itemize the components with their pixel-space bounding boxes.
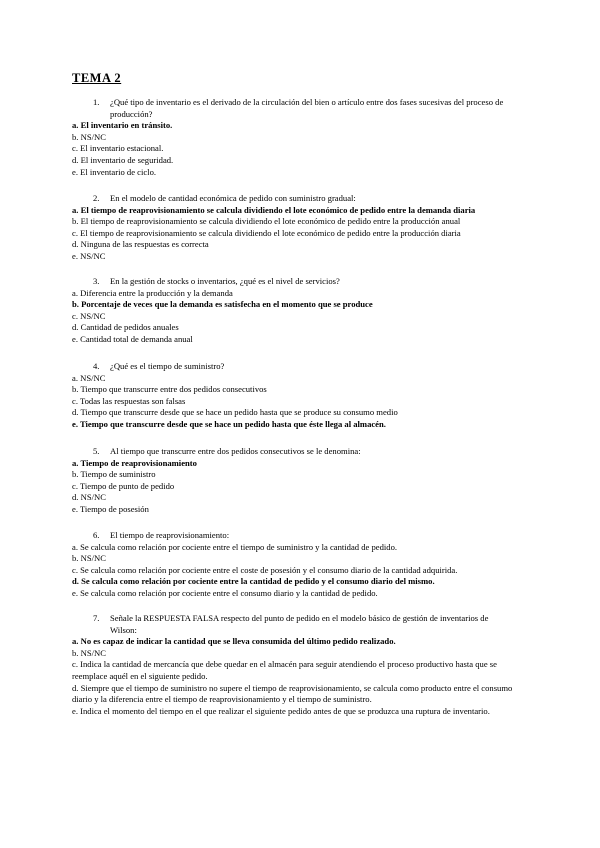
option-b: b. NS/NC — [72, 553, 106, 564]
question-text-cont: producción? — [110, 108, 153, 119]
option-d: d. NS/NC — [72, 492, 106, 503]
question-text: 7. Señale la RESPUESTA FALSA respecto del punto de pedido en el modelo básico de gestión de inventarios de — [93, 613, 489, 623]
option-c: c. Se calcula como relación por cociente entre el coste de posesión y el consumo diario de la cantidad adquirida. — [72, 564, 458, 575]
question-text: 5. Al tiempo que transcurre entre dos pedidos consecutivos se le denomina: — [93, 446, 361, 456]
option-c: c. Tiempo de punto de pedido — [72, 480, 175, 491]
question-text: 6. El tiempo de reaprovisionamiento: — [93, 530, 230, 540]
option-e: e. Se calcula como relación por cociente entre el consumo diario y la cantidad de pedido. — [72, 587, 378, 598]
option-c: c. El inventario estacional. — [72, 143, 164, 154]
option-a: a. Diferencia entre la producción y la demanda — [72, 287, 233, 298]
question-7 — [72, 613, 528, 717]
option-e: e. Tiempo de posesión — [72, 503, 149, 514]
option-b: b. El tiempo de reaprovisionamiento se calcula dividiendo el lote económico de pedido entre la producción anual — [72, 216, 461, 227]
option-d: d. Se calcula como relación por cociente entre la cantidad de pedido y el consumo diario del mismo. — [72, 576, 435, 587]
option-a: a. El tiempo de reaprovisionamiento se calcula dividiendo el lote económico de pedido entre la demanda diaria — [72, 204, 476, 215]
option-b: b. Tiempo que transcurre entre dos pedidos consecutivos — [72, 384, 267, 395]
option-a: a. El inventario en tránsito. — [72, 120, 173, 131]
question-4 — [72, 361, 528, 431]
option-e: e. Tiempo que transcurre desde que se hace un pedido hasta que éste llega al almacén. — [72, 418, 386, 429]
option-d: d. Tiempo que transcurre desde que se hace un pedido hasta que se produce su consumo medio — [72, 407, 398, 418]
option-d: d. Cantidad de pedidos anuales — [72, 322, 179, 333]
question-text: 2. En el modelo de cantidad económica de pedido con suministro gradual: — [93, 193, 356, 203]
option-c: c. NS/NC — [72, 310, 106, 321]
question-6 — [72, 530, 528, 600]
option-b: b. NS/NC — [72, 131, 106, 142]
option-a: a. No es capaz de indicar la cantidad que se lleva consumida del último pedido realizado. — [72, 636, 396, 647]
question-text: 1. ¿Qué tipo de inventario es el derivado de la circulación del bien o artículo entre dos fases sucesivas del proceso de — [93, 97, 504, 107]
question-3 — [72, 276, 528, 346]
option-b: b. Porcentaje de veces que la demanda es satisfecha en el momento que se produce — [72, 299, 373, 310]
option-d: d. Siempre que el tiempo de suministro no supere el tiempo de reaprovisionamiento, se calcula como producto entre el consumo diario y la diferencia entre el tiempo de reaprovisionamiento y el tiempo de suministro. — [72, 682, 513, 705]
option-e: e. Cantidad total de demanda anual — [72, 333, 193, 344]
option-e: e. Indica el momento del tiempo en el que realizar el siguiente pedido antes de que se produzca una ruptura de inventario. — [72, 705, 490, 716]
option-b: b. NS/NC — [72, 647, 106, 658]
document-title: TEMA 2 — [72, 71, 122, 85]
question-text-cont: Wilson: — [110, 624, 137, 635]
question-1 — [72, 97, 528, 178]
option-c: c. Indica la cantidad de mercancía que debe quedar en el almacén para seguir atendiendo el proceso productivo hasta que se reemplace aquél en el siguiente pedido. — [72, 659, 497, 681]
option-b: b. Tiempo de suministro — [72, 469, 156, 480]
option-a: a. NS/NC — [72, 372, 106, 383]
option-d: d. El inventario de seguridad. — [72, 154, 174, 165]
option-e: e. El inventario de ciclo. — [72, 166, 157, 177]
option-e: e. NS/NC — [72, 250, 106, 261]
option-a: a. Se calcula como relación por cociente entre el tiempo de suministro y la cantidad de pedido. — [72, 541, 398, 552]
question-text: 4. ¿Qué es el tiempo de suministro? — [93, 361, 225, 371]
option-c: c. El tiempo de reaprovisionamiento se calcula dividiendo el lote económico de pedido entre la producción diaria — [72, 227, 461, 238]
question-5 — [72, 446, 528, 516]
option-a: a. Tiempo de reaprovisionamiento — [72, 457, 197, 468]
option-d: d. Ninguna de las respuestas es correcta — [72, 239, 209, 250]
option-c: c. Todas las respuestas son falsas — [72, 395, 186, 406]
question-2 — [72, 193, 528, 263]
question-text: 3. En la gestión de stocks o inventarios, ¿qué es el nivel de servicios? — [93, 276, 340, 286]
